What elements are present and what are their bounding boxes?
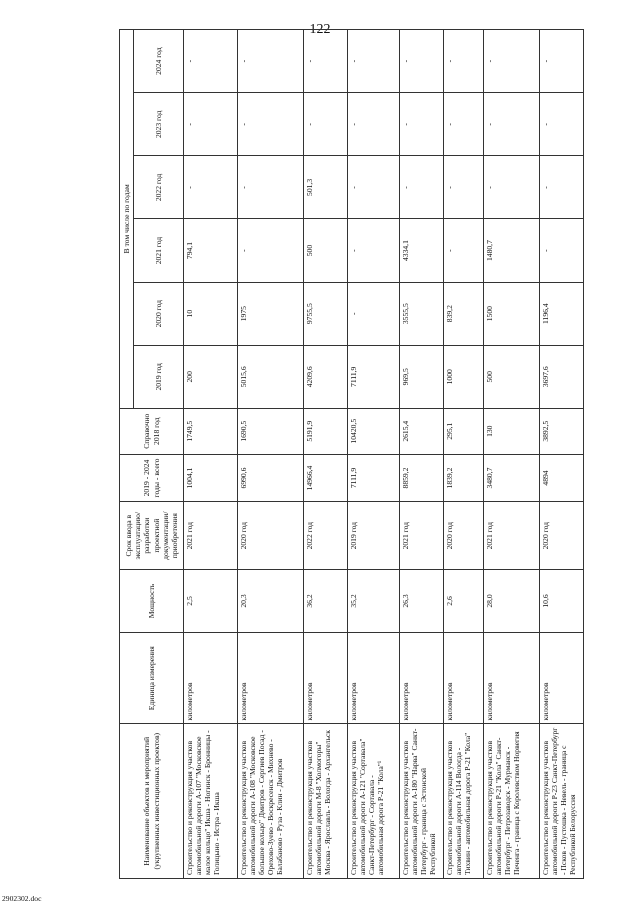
header-deadline: Срок ввода в эксплуатацию/разработки проектной документации/приобретения — [120, 502, 184, 569]
cell-total: 1839,2 — [444, 454, 484, 502]
cell-total: 14966,4 — [304, 454, 348, 502]
cell-y2022: - — [540, 156, 584, 219]
rotated-table-sheet — [119, 29, 624, 879]
cell-capacity: 28,0 — [484, 569, 540, 632]
cell-y2020: 1975 — [238, 282, 304, 345]
cell-y2021: - — [348, 219, 400, 282]
header-year-group: В том числе по годам — [120, 30, 134, 409]
header-2020: 2020 год — [134, 282, 184, 345]
cell-y2024: - — [348, 30, 400, 93]
cell-deadline: 2020 год — [540, 502, 584, 569]
cell-y2019: 3697,6 — [540, 345, 584, 408]
header-2022: 2022 год — [134, 156, 184, 219]
cell-y2024: - — [304, 30, 348, 93]
cell-y2020: 839,2 — [444, 282, 484, 345]
table-row — [304, 30, 348, 879]
cell-unit: километров — [484, 633, 540, 724]
cell-y2020: 1196,4 — [540, 282, 584, 345]
cell-ref2018: 1690,5 — [238, 408, 304, 454]
cell-y2021: - — [540, 219, 584, 282]
cell-y2022: - — [400, 156, 444, 219]
table-row — [400, 30, 444, 879]
cell-unit: километров — [444, 633, 484, 724]
cell-name: Строительство и реконструкция участков автомобильной дороги А-180 "Нарва" Санкт-Петербург - граница с Эстонской Республикой — [400, 724, 444, 879]
cell-unit: километров — [348, 633, 400, 724]
table-row — [540, 30, 584, 879]
cell-y2021: 500 — [304, 219, 348, 282]
cell-total: 8859,2 — [400, 454, 444, 502]
investment-projects-table — [119, 29, 584, 879]
cell-total: 4894 — [540, 454, 584, 502]
cell-y2019: 5015,6 — [238, 345, 304, 408]
cell-unit: километров — [400, 633, 444, 724]
cell-ref2018: 295,1 — [444, 408, 484, 454]
page-number: 122 — [309, 22, 331, 37]
cell-deadline: 2020 год — [238, 502, 304, 569]
cell-y2024: - — [400, 30, 444, 93]
cell-y2021: 4334,1 — [400, 219, 444, 282]
cell-total: 7111,9 — [348, 454, 400, 502]
cell-y2022: - — [184, 156, 238, 219]
cell-y2020: 1500 — [484, 282, 540, 345]
table-row — [184, 30, 238, 879]
cell-y2021: 1480,7 — [484, 219, 540, 282]
cell-deadline: 2019 год — [348, 502, 400, 569]
header-2019: 2019 год — [134, 345, 184, 408]
header-2021: 2021 год — [134, 219, 184, 282]
cell-y2023: - — [444, 93, 484, 156]
cell-y2019: 969,5 — [400, 345, 444, 408]
header-unit: Единица измерения — [120, 633, 184, 724]
cell-unit: километров — [238, 633, 304, 724]
cell-deadline: 2021 год — [484, 502, 540, 569]
cell-y2022: - — [444, 156, 484, 219]
cell-ref2018: 2615,4 — [400, 408, 444, 454]
cell-y2023: - — [400, 93, 444, 156]
table-row — [484, 30, 540, 879]
cell-y2019: 4209,6 — [304, 345, 348, 408]
cell-y2020: - — [348, 282, 400, 345]
cell-capacity: 10,6 — [540, 569, 584, 632]
cell-name: Строительство и реконструкция участков автомобильной дороги А-114 Вологда - Тихвин - автомобильная дорога Р-21 "Кола" — [444, 724, 484, 879]
header-2024: 2024 год — [134, 30, 184, 93]
cell-deadline: 2021 год — [400, 502, 444, 569]
cell-name: Строительство и реконструкция участков автомобильной дороги М-8 "Холмогоры" Москва - Ярославль - Вологда - Архангельск — [304, 724, 348, 879]
header-ref2018: Справочно 2018 год — [120, 408, 184, 454]
footer-filename: 2902302.doc — [2, 894, 42, 903]
cell-total: 3480,7 — [484, 454, 540, 502]
cell-ref2018: 130 — [484, 408, 540, 454]
cell-y2024: - — [184, 30, 238, 93]
table-row — [238, 30, 304, 879]
cell-ref2018: 10420,5 — [348, 408, 400, 454]
cell-capacity: 26,3 — [400, 569, 444, 632]
cell-y2019: 500 — [484, 345, 540, 408]
cell-y2021: 794,1 — [184, 219, 238, 282]
cell-deadline: 2021 год — [184, 502, 238, 569]
cell-ref2018: 5191,9 — [304, 408, 348, 454]
header-total: 2019 - 2024 годы - всего — [120, 454, 184, 502]
cell-y2023: - — [184, 93, 238, 156]
cell-name: Строительство и реконструкция участков автомобильной дороги А-121 "Сортавала" Санкт-Петербург - Сортавала - автомобильная дорога Р-21 "Кола"¹ — [348, 724, 400, 879]
header-2023: 2023 год — [134, 93, 184, 156]
cell-y2023: - — [348, 93, 400, 156]
cell-y2022: - — [348, 156, 400, 219]
cell-y2023: - — [484, 93, 540, 156]
cell-y2019: 1000 — [444, 345, 484, 408]
cell-capacity: 35,2 — [348, 569, 400, 632]
cell-capacity: 20,3 — [238, 569, 304, 632]
cell-y2022: 501,3 — [304, 156, 348, 219]
cell-y2024: - — [484, 30, 540, 93]
cell-name: Строительство и реконструкция участков автомобильной дороги А-107 "Московское малое кольцо" Икша - Ногинск - Бронницы - Голицыно - Истра - Икша — [184, 724, 238, 879]
cell-y2023: - — [304, 93, 348, 156]
cell-name: Строительство и реконструкция участков автомобильной дороги Р-23 Санкт-Петербург - Псков - Пустошка - Невель - граница с Республикой Белоруссия — [540, 724, 584, 879]
cell-y2020: 9755,5 — [304, 282, 348, 345]
cell-y2019: 7111,9 — [348, 345, 400, 408]
table-row — [444, 30, 484, 879]
cell-y2022: - — [238, 156, 304, 219]
cell-unit: километров — [540, 633, 584, 724]
cell-y2024: - — [444, 30, 484, 93]
cell-y2022: - — [484, 156, 540, 219]
header-name: Наименование объектов и мероприятий (укрупненных инвестиционных проектов) — [120, 724, 184, 879]
header-capacity: Мощность — [120, 569, 184, 632]
cell-ref2018: 3892,5 — [540, 408, 584, 454]
cell-y2021: - — [444, 219, 484, 282]
cell-y2023: - — [238, 93, 304, 156]
cell-unit: километров — [304, 633, 348, 724]
table-row — [348, 30, 400, 879]
cell-y2024: - — [238, 30, 304, 93]
cell-y2020: 3555,5 — [400, 282, 444, 345]
cell-y2019: 200 — [184, 345, 238, 408]
cell-capacity: 36,2 — [304, 569, 348, 632]
cell-name: Строительство и реконструкция участков автомобильной дороги Р-21 "Кола" Санкт-Петербург - Петрозаводск - Мурманск - Печенга - граница с Королевством Норвегия — [484, 724, 540, 879]
cell-total: 1004,1 — [184, 454, 238, 502]
cell-name: Строительство и реконструкция участков автомобильной дороги А-108 "Московское большое кольцо" Дмитров - Сергиев Посад - Орехово-Зуево - Воскресенск - Михнево - Балабаново - Руза - Клин - Дмитров — [238, 724, 304, 879]
cell-unit: километров — [184, 633, 238, 724]
cell-deadline: 2020 год — [444, 502, 484, 569]
cell-total: 6990,6 — [238, 454, 304, 502]
cell-y2021: - — [238, 219, 304, 282]
cell-y2023: - — [540, 93, 584, 156]
cell-capacity: 2,6 — [444, 569, 484, 632]
cell-ref2018: 1749,5 — [184, 408, 238, 454]
cell-y2024: - — [540, 30, 584, 93]
cell-capacity: 2,5 — [184, 569, 238, 632]
cell-y2020: 10 — [184, 282, 238, 345]
cell-deadline: 2022 год — [304, 502, 348, 569]
